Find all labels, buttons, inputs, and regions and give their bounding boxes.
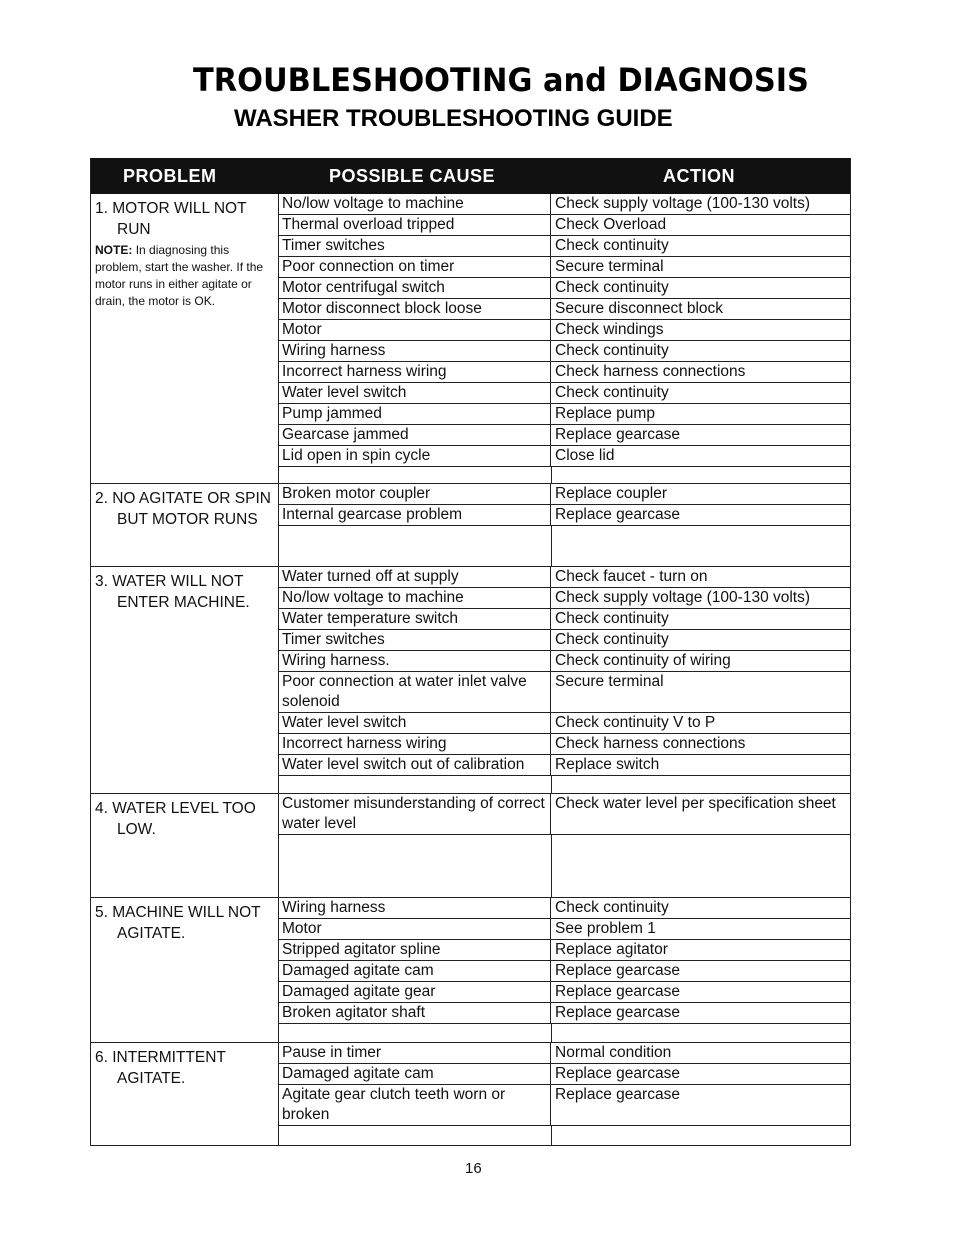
- problem-cell: [91, 484, 279, 566]
- problem-text: 5. MACHINE WILL NOT AGITATE.: [95, 904, 261, 942]
- table-row: [279, 794, 850, 835]
- problem-text: 1. MOTOR WILL NOT RUN: [95, 200, 247, 238]
- troubleshooting-table: [90, 158, 851, 1146]
- action-cell: Check Overload: [555, 216, 667, 233]
- table-row: [279, 1064, 850, 1085]
- table-row: [279, 278, 850, 299]
- possible-cause-cell: Broken motor coupler: [279, 484, 551, 504]
- possible-cause-cell: Pause in timer: [279, 1043, 551, 1063]
- note-label: NOTE:: [95, 243, 133, 257]
- problem-section: [91, 566, 850, 793]
- cause-action-rows: [279, 484, 850, 566]
- possible-cause-cell: Customer misunderstanding of correct water level: [279, 794, 551, 834]
- action-cell: Check continuity: [555, 279, 669, 296]
- row-filler: [279, 467, 850, 483]
- cause-column-filler: [279, 526, 552, 566]
- table-row: [279, 505, 850, 526]
- cause-action-rows: [279, 1043, 850, 1145]
- action-cell: Normal condition: [555, 1044, 672, 1061]
- possible-cause-cell: No/low voltage to machine: [279, 194, 551, 214]
- action-cell: Check continuity: [555, 237, 669, 254]
- possible-cause-cell: Water temperature switch: [279, 609, 551, 629]
- problem-section: [91, 793, 850, 897]
- table-row: [279, 651, 850, 672]
- table-row: [279, 1043, 850, 1064]
- cause-column-filler: [279, 835, 552, 897]
- problem-cell: [91, 567, 279, 793]
- table-row: [279, 484, 850, 505]
- action-cell: Check continuity: [555, 899, 669, 916]
- header-problem: PROBLEM: [123, 166, 217, 186]
- possible-cause-cell: Broken agitator shaft: [279, 1003, 551, 1023]
- action-cell: Replace switch: [555, 756, 660, 773]
- table-row: [279, 609, 850, 630]
- action-cell: Replace gearcase: [555, 506, 680, 523]
- action-cell: Check windings: [555, 321, 664, 338]
- possible-cause-cell: Wiring harness.: [279, 651, 551, 671]
- table-row: [279, 919, 850, 940]
- cause-column-filler: [279, 776, 552, 793]
- table-row: [279, 425, 850, 446]
- action-cell: Check continuity: [555, 631, 669, 648]
- table-row: [279, 1003, 850, 1024]
- table-row: [279, 567, 850, 588]
- possible-cause-cell: Water turned off at supply: [279, 567, 551, 587]
- action-cell: Replace gearcase: [555, 1065, 680, 1082]
- possible-cause-cell: Agitate gear clutch teeth worn or broken: [279, 1085, 551, 1125]
- action-cell: Replace gearcase: [555, 983, 680, 1000]
- row-filler: [279, 526, 850, 566]
- action-cell: Check continuity: [555, 342, 669, 359]
- table-row: [279, 362, 850, 383]
- table-row: [279, 257, 850, 278]
- action-cell: Check faucet - turn on: [555, 568, 708, 585]
- table-row: [279, 940, 850, 961]
- table-row: [279, 1085, 850, 1126]
- cause-action-rows: [279, 794, 850, 897]
- header-possible-cause: POSSIBLE CAUSE: [329, 166, 496, 186]
- cause-action-rows: [279, 194, 850, 483]
- table-row: [279, 734, 850, 755]
- page-subtitle: WASHER TROUBLESHOOTING GUIDE: [234, 105, 673, 132]
- cause-column-filler: [279, 467, 552, 483]
- possible-cause-cell: Poor connection on timer: [279, 257, 551, 277]
- action-cell: Replace pump: [555, 405, 655, 422]
- possible-cause-cell: Stripped agitator spline: [279, 940, 551, 960]
- table-row: [279, 961, 850, 982]
- table-header: [91, 158, 850, 194]
- action-cell: Close lid: [555, 447, 615, 464]
- possible-cause-cell: Thermal overload tripped: [279, 215, 551, 235]
- possible-cause-cell: Motor: [279, 320, 551, 340]
- header-action: ACTION: [663, 166, 735, 186]
- action-cell: Check continuity of wiring: [555, 652, 731, 669]
- action-cell: Replace gearcase: [555, 426, 680, 443]
- table-row: [279, 404, 850, 425]
- action-cell: Check continuity: [555, 384, 669, 401]
- cause-column-filler: [279, 1126, 552, 1145]
- possible-cause-cell: Timer switches: [279, 236, 551, 256]
- table-row: [279, 383, 850, 404]
- problem-text: 6. INTERMITTENT AGITATE.: [95, 1049, 226, 1087]
- table-row: [279, 236, 850, 257]
- table-row: [279, 320, 850, 341]
- problem-section: [91, 897, 850, 1042]
- problem-cell: [91, 898, 279, 1042]
- table-row: [279, 194, 850, 215]
- action-cell: Replace gearcase: [555, 1004, 680, 1021]
- table-row: [279, 713, 850, 734]
- problem-text: 3. WATER WILL NOT ENTER MACHINE.: [95, 573, 250, 611]
- table-row: [279, 215, 850, 236]
- action-cell: Secure disconnect block: [555, 300, 724, 317]
- problem-section: [91, 1042, 850, 1145]
- table-row: [279, 588, 850, 609]
- action-cell: Check water level per specification sheet: [555, 795, 836, 812]
- possible-cause-cell: Timer switches: [279, 630, 551, 650]
- action-cell: Replace gearcase: [555, 1086, 680, 1103]
- possible-cause-cell: Motor: [279, 919, 551, 939]
- possible-cause-cell: Water level switch: [279, 713, 551, 733]
- possible-cause-cell: Wiring harness: [279, 898, 551, 918]
- action-cell: See problem 1: [555, 920, 656, 937]
- action-cell: Replace coupler: [555, 485, 668, 502]
- cause-action-rows: [279, 567, 850, 793]
- table-row: [279, 672, 850, 713]
- table-row: [279, 982, 850, 1003]
- possible-cause-cell: Gearcase jammed: [279, 425, 551, 445]
- table-row: [279, 341, 850, 362]
- possible-cause-cell: Wiring harness: [279, 341, 551, 361]
- problem-text: 2. NO AGITATE OR SPIN BUT MOTOR RUNS: [95, 490, 271, 528]
- possible-cause-cell: Water level switch: [279, 383, 551, 403]
- problem-cell: [91, 194, 279, 483]
- row-filler: [279, 835, 850, 897]
- table-row: [279, 755, 850, 776]
- row-filler: [279, 1024, 850, 1042]
- action-cell: Check continuity V to P: [555, 714, 716, 731]
- problem-section: [91, 483, 850, 566]
- page-title: TROUBLESHOOTING and DIAGNOSIS: [193, 61, 809, 99]
- table-row: [279, 299, 850, 320]
- cause-column-filler: [279, 1024, 552, 1042]
- action-cell: Check harness connections: [555, 363, 746, 380]
- possible-cause-cell: Pump jammed: [279, 404, 551, 424]
- possible-cause-cell: Lid open in spin cycle: [279, 446, 551, 466]
- action-cell: Secure terminal: [555, 673, 664, 690]
- problem-section: [91, 194, 850, 483]
- possible-cause-cell: Damaged agitate cam: [279, 961, 551, 981]
- possible-cause-cell: Motor disconnect block loose: [279, 299, 551, 319]
- problem-text: 4. WATER LEVEL TOO LOW.: [95, 800, 256, 838]
- action-cell: Check harness connections: [555, 735, 746, 752]
- note-text: In diagnosing this problem, start the washer. If the motor runs in either agitate or drain, the motor is OK.: [95, 243, 264, 308]
- problem-note: [95, 242, 274, 310]
- table-row: [279, 630, 850, 651]
- row-filler: [279, 1126, 850, 1145]
- action-cell: Replace gearcase: [555, 962, 680, 979]
- table-row: [279, 446, 850, 467]
- possible-cause-cell: Incorrect harness wiring: [279, 362, 551, 382]
- action-cell: Secure terminal: [555, 258, 664, 275]
- possible-cause-cell: Motor centrifugal switch: [279, 278, 551, 298]
- problem-cell: [91, 794, 279, 897]
- problem-cell: [91, 1043, 279, 1145]
- row-filler: [279, 776, 850, 793]
- possible-cause-cell: Poor connection at water inlet valve solenoid: [279, 672, 551, 712]
- action-cell: Replace agitator: [555, 941, 668, 958]
- possible-cause-cell: Internal gearcase problem: [279, 505, 551, 525]
- action-cell: Check supply voltage (100-130 volts): [555, 195, 811, 212]
- possible-cause-cell: Incorrect harness wiring: [279, 734, 551, 754]
- page-number: 16: [465, 1160, 482, 1177]
- action-cell: Check continuity: [555, 610, 669, 627]
- possible-cause-cell: No/low voltage to machine: [279, 588, 551, 608]
- cause-action-rows: [279, 898, 850, 1042]
- table-body: [91, 194, 850, 1145]
- possible-cause-cell: Water level switch out of calibration: [279, 755, 551, 775]
- action-cell: Check supply voltage (100-130 volts): [555, 589, 811, 606]
- possible-cause-cell: Damaged agitate gear: [279, 982, 551, 1002]
- possible-cause-cell: Damaged agitate cam: [279, 1064, 551, 1084]
- table-row: [279, 898, 850, 919]
